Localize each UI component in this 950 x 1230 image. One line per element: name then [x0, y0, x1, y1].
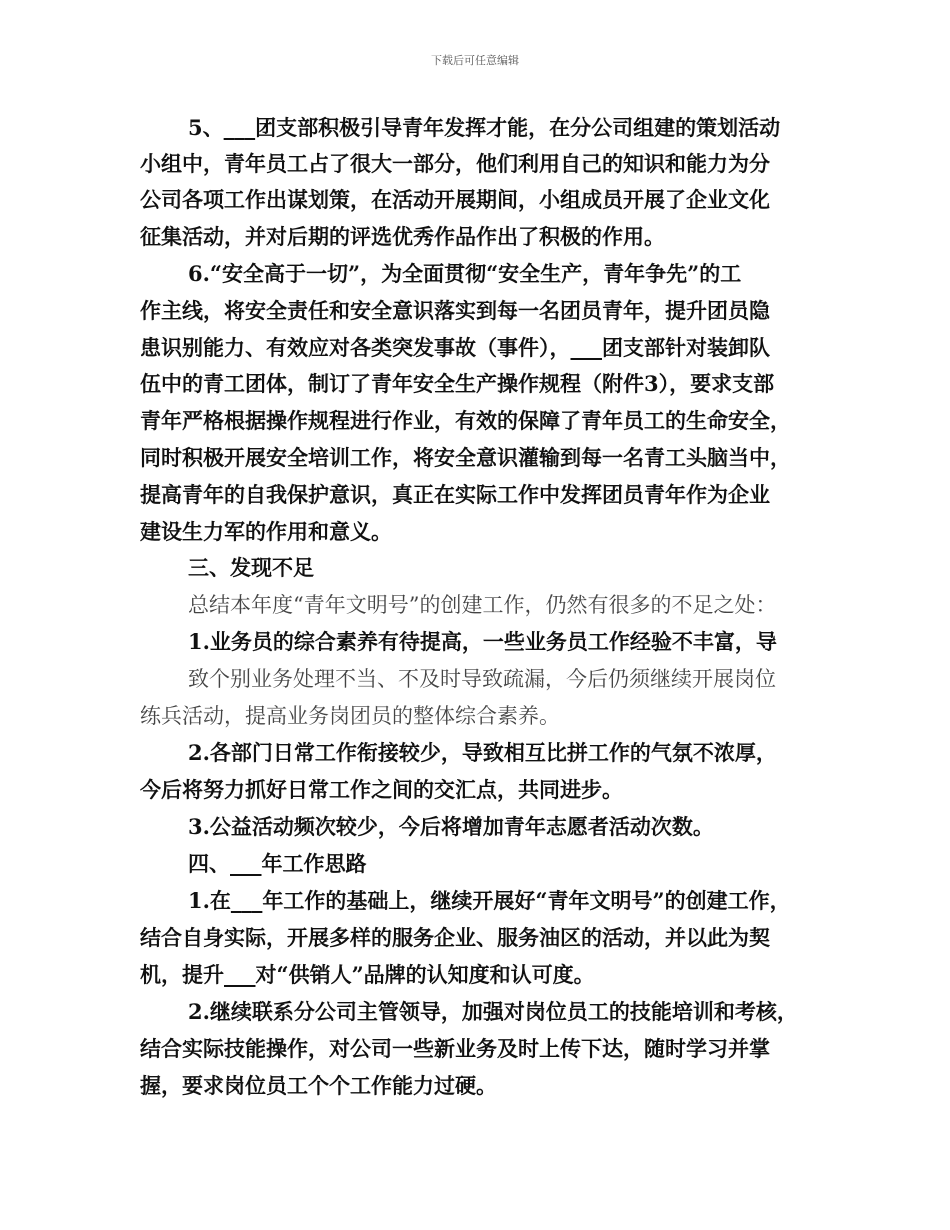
text-line: 提高青年的自我保护意识，真正在实际工作中发挥团员青年作为企业 [140, 482, 770, 507]
page-header: 下载后可任意编辑 [431, 54, 519, 67]
text-line: 三、发现不足 [188, 555, 314, 580]
text-line: 四、___年工作思路 [188, 851, 367, 876]
text-line: 青年严格根据操作规程进行作业，有效的保障了青年员工的生命安全， [140, 408, 791, 433]
text-line: 公司各项工作出谋划策，在活动开展期间，小组成员开展了企业文化 [140, 187, 770, 212]
text-line: 征集活动，并对后期的评选优秀作品作出了积极的作用。 [140, 224, 665, 249]
text-line: 建设生力军的作用和意义。 [140, 519, 392, 544]
text-line: 同时积极开展安全培训工作，将安全意识灌输到每一名青工头脑当中， [140, 445, 791, 470]
text-line: 1.业务员的综合素养有待提高，一些业务员工作经验不丰富，导 [188, 629, 777, 654]
text-line: 握，要求岗位员工个个工作能力过硬。 [140, 1073, 497, 1098]
text-line: 3.公益活动频次较少，今后将增加青年志愿者活动次数。 [188, 814, 714, 839]
text-line: 今后将努力抓好日常工作之间的交汇点，共同进步。 [140, 777, 623, 802]
text-line: 小组中，青年员工占了很大一部分，他们利用自己的知识和能力为分 [140, 151, 770, 176]
text-line: 致个别业务处理不当、不及时导致疏漏，今后仍须继续开展岗位 [188, 667, 776, 691]
text-line: 1.在___年工作的基础上，继续开展好“青年文明号”的创建工作， [188, 888, 791, 913]
text-line: 6.“安全高于一切”，为全面贯彻“安全生产，青年争先”的工 [188, 261, 742, 286]
text-line: 结合自身实际，开展多样的服务企业、服务油区的活动，并以此为契 [140, 925, 770, 950]
text-line: 机，提升___对“供销人”品牌的认知度和认可度。 [140, 962, 595, 987]
text-line: 2.继续联系分公司主管领导，加强对岗位员工的技能培训和考核， [188, 999, 798, 1024]
text-line: 患识别能力、有效应对各类突发事故（事件），___团支部针对装卸队 [140, 335, 770, 360]
text-line: 总结本年度“青年文明号”的创建工作，仍然有很多的不足之处： [188, 593, 777, 617]
text-line: 练兵活动，提高业务岗团员的整体综合素养。 [140, 704, 560, 728]
text-line: 伍中的青工团体，制订了青年安全生产操作规程（附件3），要求支部 [140, 371, 775, 396]
text-line: 作主线，将安全责任和安全意识落实到每一名团员青年，提升团员隐 [140, 298, 770, 323]
text-line: 结合实际技能操作，对公司一些新业务及时上传下达，随时学习并掌 [140, 1036, 770, 1061]
text-line: 5、___团支部积极引导青年发挥才能，在分公司组建的策划活动 [188, 115, 781, 140]
text-line: 2.各部门日常工作衔接较少，导致相互比拼工作的气氛不浓厚， [188, 740, 777, 765]
